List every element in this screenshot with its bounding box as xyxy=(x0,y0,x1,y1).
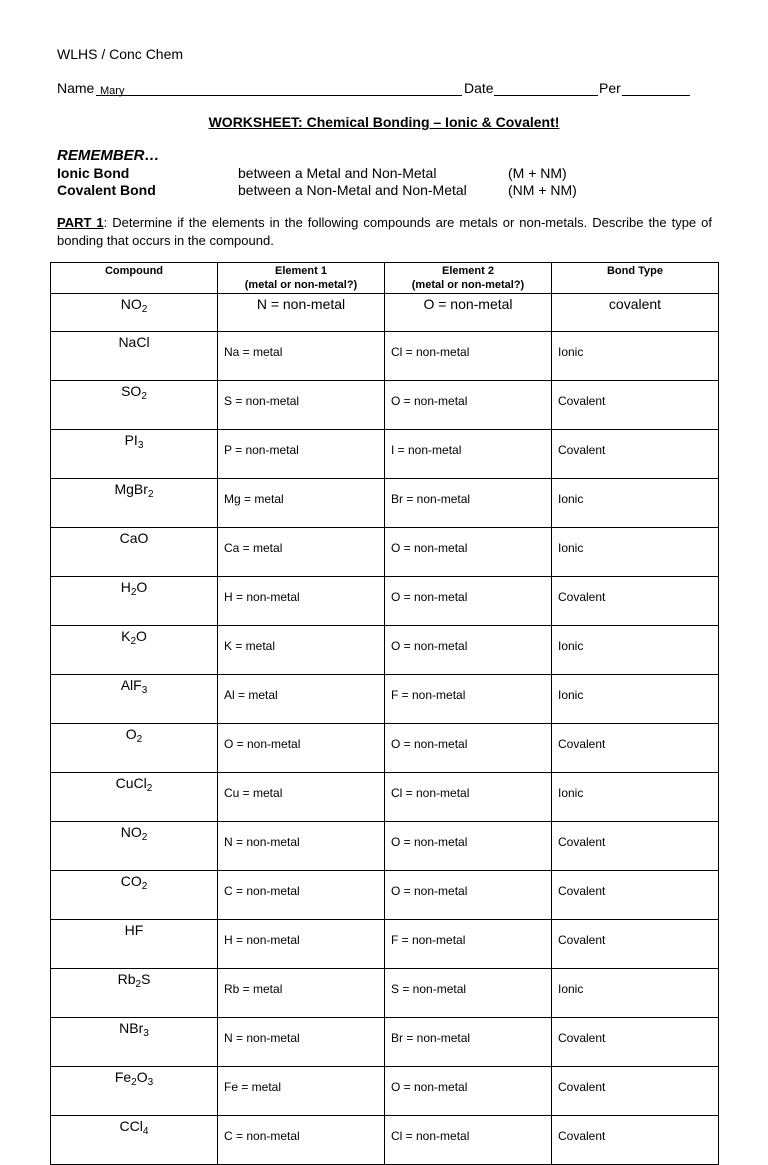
header-element2-sub: (metal or non-metal?) xyxy=(411,279,525,291)
formula-subscript: 3 xyxy=(141,685,148,696)
formula-subscript: 2 xyxy=(141,304,148,315)
compound-formula xyxy=(51,773,218,822)
compound-formula xyxy=(51,294,218,332)
formula-text: NBr xyxy=(119,1020,144,1036)
table-body xyxy=(51,294,719,1165)
formula-text: Rb xyxy=(117,971,136,987)
element1-cell[interactable]: Cu = metal xyxy=(218,773,385,822)
formula-text: CCl xyxy=(119,1118,143,1134)
formula-subscript: 2 xyxy=(130,636,136,647)
element1-cell[interactable]: N = non-metal xyxy=(218,1018,385,1067)
formula-subscript: 2 xyxy=(131,1077,137,1088)
element1-cell[interactable]: O = non-metal xyxy=(218,724,385,773)
compound-formula xyxy=(51,577,218,626)
formula-text: NaCl xyxy=(118,334,150,350)
header-element2-label: Element 2 xyxy=(442,265,494,277)
element1-cell[interactable]: N = non-metal xyxy=(218,294,385,332)
bond-type-cell[interactable]: Ionic xyxy=(552,969,719,1018)
header-element1-label: Element 1 xyxy=(275,265,327,277)
ionic-bond-abbr: (M + NM) xyxy=(508,165,567,181)
table-row xyxy=(51,332,719,381)
table-row xyxy=(51,675,719,724)
compound-formula xyxy=(51,724,218,773)
formula-subscript: 3 xyxy=(143,1028,149,1039)
formula-text: O xyxy=(125,726,137,742)
element2-cell[interactable]: Cl = non-metal xyxy=(385,773,552,822)
element1-cell[interactable]: Mg = metal xyxy=(218,479,385,528)
table-row xyxy=(51,381,719,430)
element1-cell[interactable]: Na = metal xyxy=(218,332,385,381)
bond-type-cell[interactable]: Ionic xyxy=(552,332,719,381)
element1-cell[interactable]: P = non-metal xyxy=(218,430,385,479)
table-row xyxy=(51,1116,719,1165)
date-label: Date xyxy=(464,80,494,96)
element2-cell[interactable]: O = non-metal xyxy=(385,577,552,626)
formula-subscript: 2 xyxy=(141,881,148,892)
header-element1 xyxy=(218,263,385,294)
formula-text: AlF xyxy=(120,677,142,693)
part1-label: PART 1 xyxy=(57,215,104,230)
name-value: Mary xyxy=(100,85,125,97)
table-row xyxy=(51,577,719,626)
header-bond-type xyxy=(552,263,719,294)
table-row xyxy=(51,479,719,528)
bond-type-cell[interactable]: Ionic xyxy=(552,528,719,577)
covalent-bond-desc: between a Non-Metal and Non-Metal xyxy=(238,182,467,198)
bond-type-cell[interactable]: Covalent xyxy=(552,724,719,773)
element2-cell[interactable]: O = non-metal xyxy=(385,626,552,675)
part1-text: : Determine if the elements in the following compounds are metals or non-metals. Describe the type of bonding that occurs in the compound. xyxy=(57,215,713,248)
element1-cell[interactable]: H = non-metal xyxy=(218,577,385,626)
formula-subscript: 4 xyxy=(142,1126,149,1137)
bond-type-cell[interactable]: Ionic xyxy=(552,675,719,724)
ionic-bond-term: Ionic Bond xyxy=(57,165,130,181)
table-header-row xyxy=(51,263,719,294)
course-header: WLHS / Conc Chem xyxy=(57,46,184,62)
remember-heading: REMEMBER… xyxy=(57,147,160,164)
table-row xyxy=(51,430,719,479)
element2-cell[interactable]: F = non-metal xyxy=(385,920,552,969)
formula-subscript: 2 xyxy=(135,979,142,990)
bond-type-cell[interactable]: Covalent xyxy=(552,920,719,969)
formula-text: CuCl xyxy=(115,775,147,791)
bond-type-cell[interactable]: Covalent xyxy=(552,822,719,871)
table-row xyxy=(51,773,719,822)
formula-text: PI xyxy=(124,432,138,448)
element2-cell[interactable]: O = non-metal xyxy=(385,294,552,332)
compound-formula xyxy=(51,969,218,1018)
element1-cell[interactable]: Fe = metal xyxy=(218,1067,385,1116)
element2-cell[interactable]: O = non-metal xyxy=(385,381,552,430)
element2-cell[interactable]: S = non-metal xyxy=(385,969,552,1018)
formula-text: O xyxy=(136,1069,148,1085)
bond-type-cell[interactable]: Covalent xyxy=(552,871,719,920)
bond-type-cell[interactable]: Covalent xyxy=(552,430,719,479)
bond-type-cell[interactable]: covalent xyxy=(552,294,719,332)
formula-subscript: 3 xyxy=(147,1077,154,1088)
table-row xyxy=(51,724,719,773)
compound-formula xyxy=(51,332,218,381)
element1-cell[interactable]: K = metal xyxy=(218,626,385,675)
formula-text: O xyxy=(136,628,147,644)
formula-text: NO xyxy=(120,296,142,312)
compound-formula xyxy=(51,430,218,479)
compound-formula xyxy=(51,675,218,724)
header-compound-label: Compound xyxy=(104,265,164,277)
part1-instructions xyxy=(57,214,712,250)
period-label: Per xyxy=(599,80,621,96)
header-element2 xyxy=(385,263,552,294)
element1-cell[interactable]: Rb = metal xyxy=(218,969,385,1018)
table-row xyxy=(51,969,719,1018)
ionic-bond-desc: between a Metal and Non-Metal xyxy=(238,165,437,181)
table-row xyxy=(51,294,719,332)
header-bond-type-label: Bond Type xyxy=(606,265,663,277)
element1-cell[interactable]: N = non-metal xyxy=(218,822,385,871)
element2-cell[interactable]: O = non-metal xyxy=(385,528,552,577)
formula-text: HF xyxy=(124,922,144,938)
element1-cell[interactable]: Ca = metal xyxy=(218,528,385,577)
element2-cell[interactable]: Cl = non-metal xyxy=(385,1116,552,1165)
element2-cell[interactable]: I = non-metal xyxy=(385,430,552,479)
table-row xyxy=(51,1067,719,1116)
period-field[interactable] xyxy=(622,80,690,96)
formula-text: CO xyxy=(120,873,142,889)
bond-type-cell[interactable]: Covalent xyxy=(552,577,719,626)
formula-text: O xyxy=(136,579,148,595)
compound-formula xyxy=(51,871,218,920)
table-row xyxy=(51,871,719,920)
compound-formula xyxy=(51,1067,218,1116)
formula-subscript: 2 xyxy=(136,734,143,745)
compound-formula xyxy=(51,822,218,871)
header-element1-sub: (metal or non-metal?) xyxy=(244,279,358,291)
element1-cell[interactable]: C = non-metal xyxy=(218,871,385,920)
bond-type-cell[interactable]: Ionic xyxy=(552,773,719,822)
element2-cell[interactable]: O = non-metal xyxy=(385,724,552,773)
formula-subscript: 2 xyxy=(130,587,137,598)
formula-subscript: 2 xyxy=(141,391,147,402)
header-compound xyxy=(51,263,218,294)
table-row xyxy=(51,822,719,871)
table-row xyxy=(51,528,719,577)
element2-cell[interactable]: Cl = non-metal xyxy=(385,332,552,381)
element2-cell[interactable]: Br = non-metal xyxy=(385,479,552,528)
table-row xyxy=(51,626,719,675)
formula-text: SO xyxy=(121,383,142,399)
bond-type-cell[interactable]: Covalent xyxy=(552,1067,719,1116)
compound-formula xyxy=(51,1116,218,1165)
date-field[interactable] xyxy=(494,80,598,96)
bond-type-cell[interactable]: Ionic xyxy=(552,479,719,528)
formula-subscript: 2 xyxy=(146,783,153,794)
element1-cell[interactable]: H = non-metal xyxy=(218,920,385,969)
formula-text: Fe xyxy=(114,1069,132,1085)
compound-formula xyxy=(51,528,218,577)
element1-cell[interactable]: C = non-metal xyxy=(218,1116,385,1165)
element1-cell[interactable]: S = non-metal xyxy=(218,381,385,430)
compound-formula xyxy=(51,381,218,430)
formula-text: MgBr xyxy=(114,481,148,497)
bond-type-cell[interactable]: Covalent xyxy=(552,1018,719,1067)
bond-type-cell[interactable]: Covalent xyxy=(552,381,719,430)
bond-type-cell[interactable]: Ionic xyxy=(552,626,719,675)
element2-cell[interactable]: Br = non-metal xyxy=(385,1018,552,1067)
covalent-bond-term: Covalent Bond xyxy=(57,182,156,198)
element2-cell[interactable]: O = non-metal xyxy=(385,1067,552,1116)
compound-formula xyxy=(51,479,218,528)
formula-text: K xyxy=(121,628,131,644)
name-field[interactable] xyxy=(96,80,462,96)
formula-subscript: 3 xyxy=(137,440,144,451)
compound-formula xyxy=(51,920,218,969)
element1-cell[interactable]: Al = metal xyxy=(218,675,385,724)
formula-subscript: 2 xyxy=(141,832,148,843)
element2-cell[interactable]: O = non-metal xyxy=(385,871,552,920)
table-row xyxy=(51,920,719,969)
covalent-bond-abbr: (NM + NM) xyxy=(508,182,577,198)
bonding-table xyxy=(50,262,719,1165)
element2-cell[interactable]: O = non-metal xyxy=(385,822,552,871)
bond-type-cell[interactable]: Covalent xyxy=(552,1116,719,1165)
formula-subscript: 2 xyxy=(147,489,154,500)
element2-cell[interactable]: F = non-metal xyxy=(385,675,552,724)
compound-formula xyxy=(51,1018,218,1067)
table-row xyxy=(51,1018,719,1067)
formula-text: NO xyxy=(120,824,142,840)
name-label: Name xyxy=(57,80,95,96)
formula-text: S xyxy=(141,971,151,987)
worksheet-title-container xyxy=(0,114,768,130)
compound-formula xyxy=(51,626,218,675)
formula-text: CaO xyxy=(119,530,149,546)
formula-text: H xyxy=(120,579,131,595)
worksheet-title: WORKSHEET: Chemical Bonding – Ionic & Covalent! xyxy=(208,114,560,130)
